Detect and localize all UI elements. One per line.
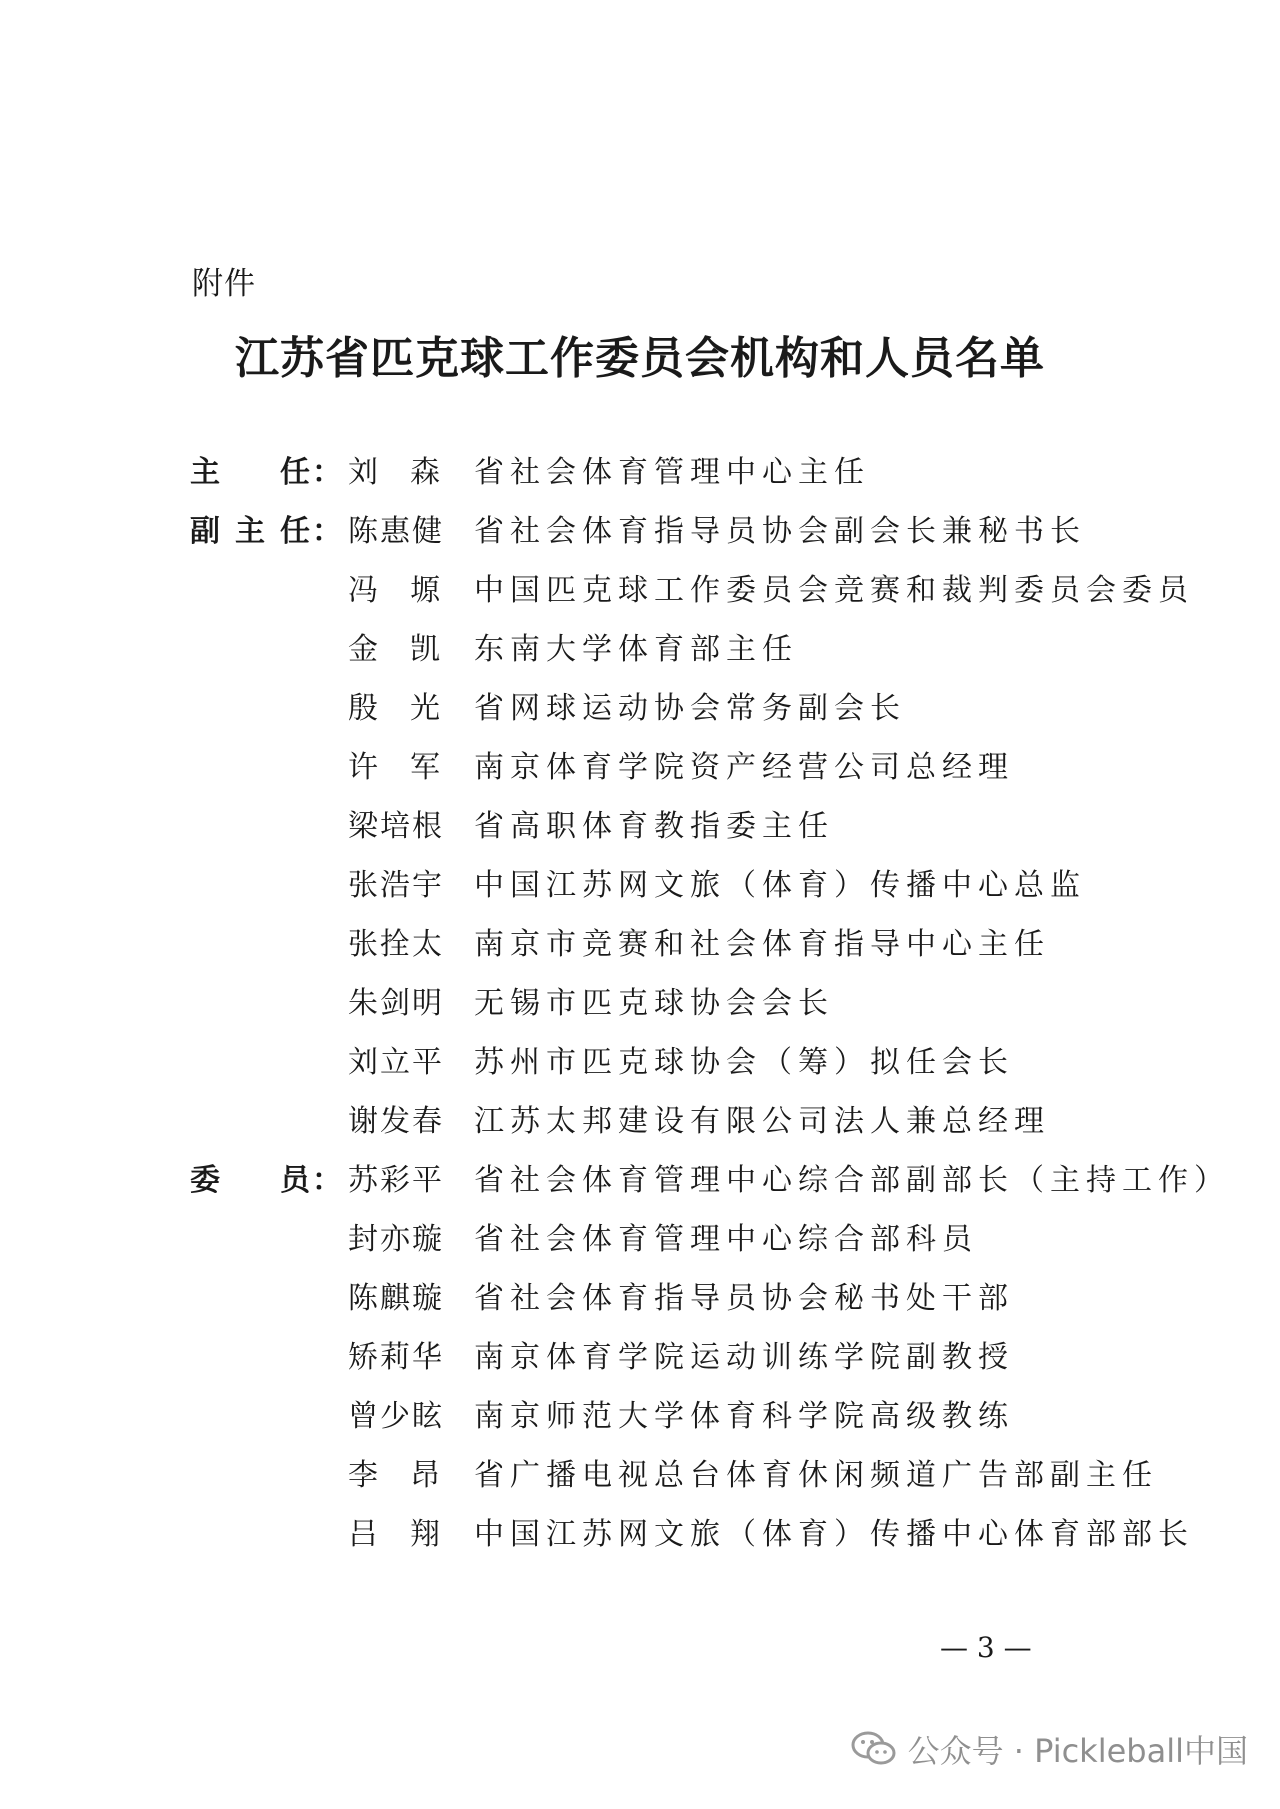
roster-role: 副主任 <box>190 514 310 549</box>
roster-role-colon: ： <box>312 1163 342 1198</box>
roster-row <box>190 915 1250 974</box>
roster-row <box>190 1387 1250 1446</box>
roster-position: 省社会体育指导员协会秘书处干部 <box>474 1281 1014 1316</box>
roster-name: 刘森 <box>348 455 442 490</box>
roster-position: 省高职体育教指委主任 <box>474 809 834 844</box>
attachment-label: 附件 <box>192 266 256 302</box>
roster-role-colon: ： <box>312 514 342 549</box>
roster-position: 省网球运动协会常务副会长 <box>474 691 906 726</box>
roster-position: 省社会体育管理中心综合部科员 <box>474 1222 978 1257</box>
roster-position: 省社会体育管理中心综合部副部长（主持工作） <box>474 1163 1230 1198</box>
roster-row <box>190 1328 1250 1387</box>
roster-role: 主任 <box>190 455 310 490</box>
roster-name: 吕翔 <box>348 1517 442 1552</box>
roster-position: 江苏太邦建设有限公司法人兼总经理 <box>474 1104 1050 1139</box>
roster-row <box>190 738 1250 797</box>
roster-name: 刘立平 <box>348 1045 444 1080</box>
roster-name: 矫莉华 <box>348 1340 444 1375</box>
roster-position: 省广播电视总台体育休闲频道广告部副主任 <box>474 1458 1158 1493</box>
roster-name: 谢发春 <box>348 1104 444 1139</box>
roster-position: 中国江苏网文旅（体育）传播中心体育部部长 <box>474 1517 1194 1552</box>
roster-name: 金凯 <box>348 632 442 667</box>
roster-position: 无锡市匹克球协会会长 <box>474 986 834 1021</box>
roster-row <box>190 561 1250 620</box>
roster-name: 苏彩平 <box>348 1163 444 1198</box>
wechat-icon <box>850 1729 898 1769</box>
roster-row <box>190 1210 1250 1269</box>
roster-row <box>190 1092 1250 1151</box>
roster-position: 南京师范大学体育科学院高级教练 <box>474 1399 1014 1434</box>
roster-name: 冯塬 <box>348 573 442 608</box>
roster-position: 中国匹克球工作委员会竞赛和裁判委员会委员 <box>474 573 1194 608</box>
roster-position: 省社会体育管理中心主任 <box>474 455 870 490</box>
roster-row <box>190 797 1250 856</box>
wechat-watermark <box>850 1726 1248 1772</box>
roster-name: 朱剑明 <box>348 986 444 1021</box>
roster-name: 封亦璇 <box>348 1222 444 1257</box>
roster-role-colon: ： <box>312 455 342 490</box>
roster-role: 委员 <box>190 1163 310 1198</box>
roster-row <box>190 974 1250 1033</box>
document-title: 江苏省匹克球工作委员会机构和人员名单 <box>235 333 1045 384</box>
roster-name: 李昂 <box>348 1458 442 1493</box>
roster-row <box>190 1269 1250 1328</box>
roster-name: 张拴太 <box>348 927 444 962</box>
roster-name: 曾少眩 <box>348 1399 444 1434</box>
roster-position: 南京体育学院运动训练学院副教授 <box>474 1340 1014 1375</box>
roster-position: 苏州市匹克球协会（筹）拟任会长 <box>474 1045 1014 1080</box>
roster-position: 南京体育学院资产经营公司总经理 <box>474 750 1014 785</box>
roster-row <box>190 1446 1250 1505</box>
roster-name: 张浩宇 <box>348 868 444 903</box>
roster-row <box>190 679 1250 738</box>
roster-position: 南京市竞赛和社会体育指导中心主任 <box>474 927 1050 962</box>
roster-name: 陈麒璇 <box>348 1281 444 1316</box>
roster-name: 陈惠健 <box>348 514 444 549</box>
roster-name: 许军 <box>348 750 442 785</box>
roster-row <box>190 856 1250 915</box>
roster-row <box>190 1151 1250 1210</box>
roster-row <box>190 443 1250 502</box>
roster-position: 中国江苏网文旅（体育）传播中心总监 <box>474 868 1086 903</box>
roster-name: 殷光 <box>348 691 442 726</box>
page-number: — 3 — <box>940 1631 1032 1664</box>
roster-row <box>190 620 1250 679</box>
personnel-roster <box>190 443 1250 1564</box>
roster-position: 省社会体育指导员协会副会长兼秘书长 <box>474 514 1086 549</box>
roster-row <box>190 1033 1250 1092</box>
watermark-text: 公众号 · Pickleball中国 <box>907 1732 1248 1770</box>
roster-name: 梁培根 <box>348 809 444 844</box>
roster-position: 东南大学体育部主任 <box>474 632 798 667</box>
roster-row <box>190 1505 1250 1564</box>
roster-row <box>190 502 1250 561</box>
